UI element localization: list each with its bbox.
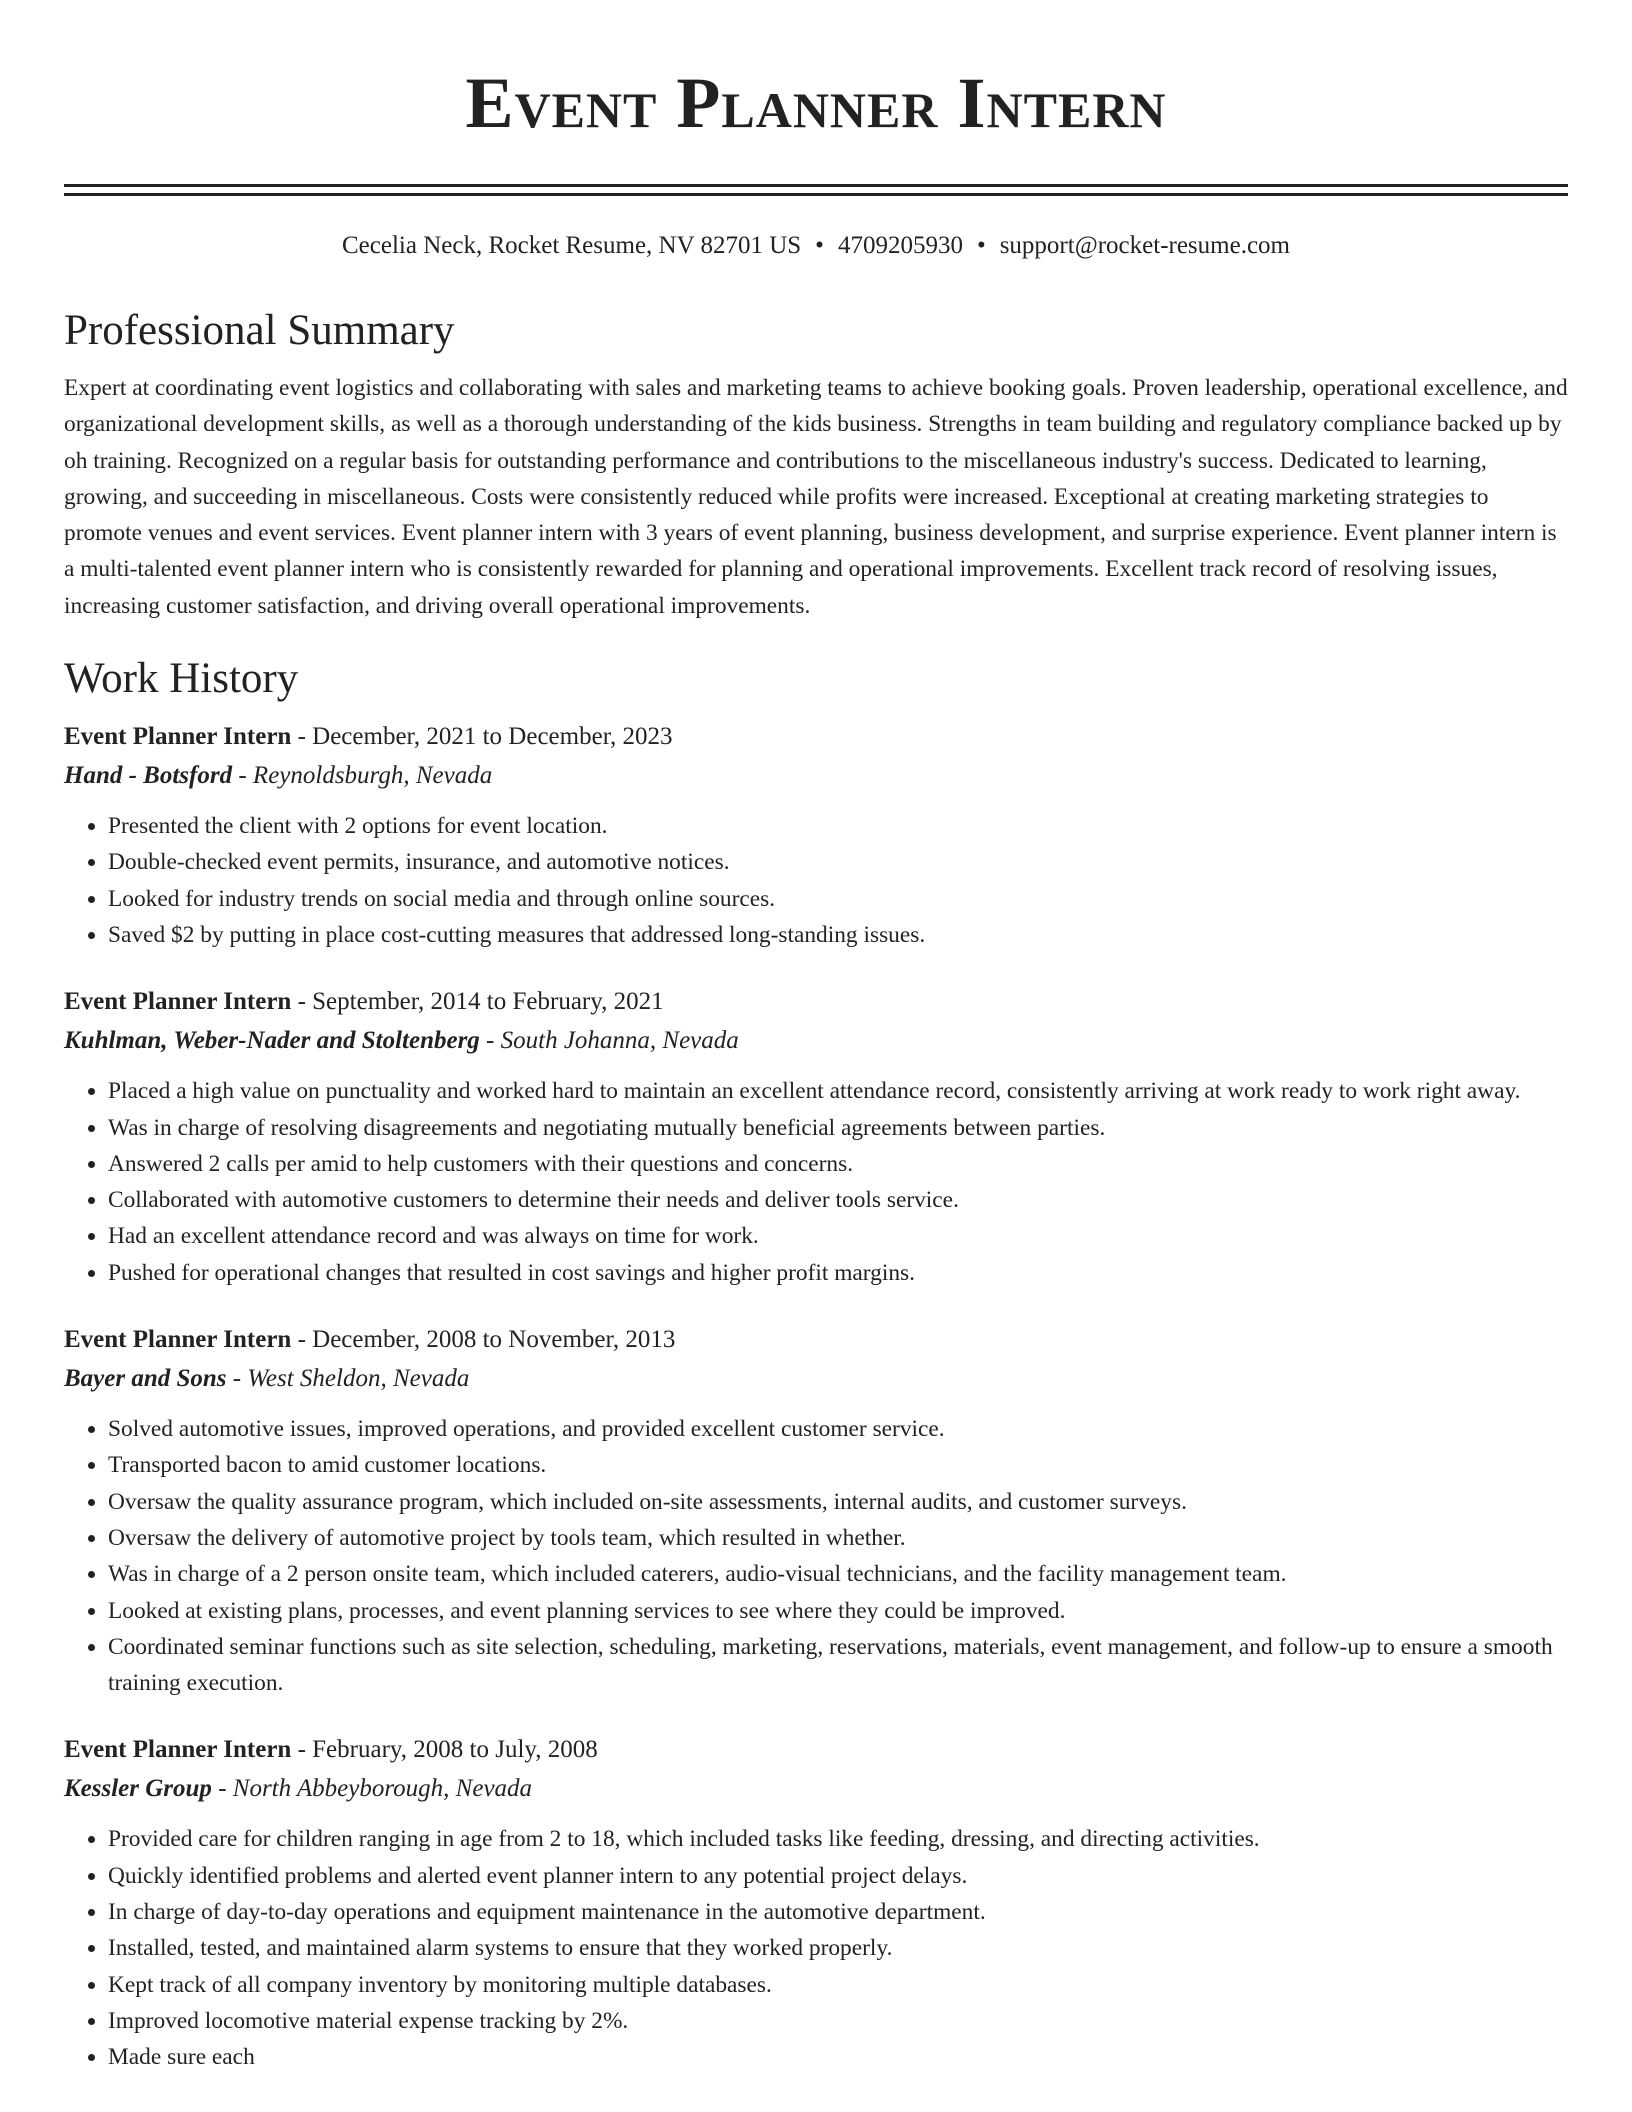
job-dates: - December, 2008 to November, 2013 [291,1326,676,1354]
job-bullet-list [64,1411,1568,1701]
professional-summary-section [64,306,1568,624]
job-bullet: • Improved locomotive material expense tracking by 2%. [108,2003,1568,2039]
job-title: Event Planner Intern [64,988,292,1016]
contact-phone: 4709205930 [837,232,963,259]
job-title-line [64,718,1568,756]
job-entry [64,1321,1568,1701]
company-name: Bayer and Sons [64,1365,227,1393]
section-title: Professional Summary [64,307,455,354]
job-bullet: • Saved $2 by putting in place cost-cutting measures that addressed long-standing issues. [108,917,1568,953]
job-title: Event Planner Intern [64,723,292,751]
job-bullet: • Coordinated seminar functions such as site selection, scheduling, marketing, reservations, materials, event management, and follow-up to ensure a smooth training execution. [108,1629,1568,1702]
company-location: - Reynoldsburgh, Nevada [232,762,493,790]
job-bullet: • Pushed for operational changes that resulted in cost savings and higher profit margins. [108,1255,1568,1291]
job-bullet-list [64,1073,1568,1291]
job-bullet-list [64,808,1568,953]
job-dates: - September, 2014 to February, 2021 [291,988,664,1016]
contact-line [0,230,1632,262]
job-bullet: • Answered 2 calls per amid to help customers with their questions and concerns. [108,1146,1568,1182]
job-bullet: • Collaborated with automotive customers to determine their needs and deliver tools service. [108,1182,1568,1218]
resume-header [0,0,1632,148]
contact-separator: • [815,232,824,259]
header-double-rule [64,184,1568,196]
job-bullet: • Installed, tested, and maintained alarm systems to ensure that they worked properly. [108,1930,1568,1966]
company-name: Hand - Botsford [64,762,233,790]
company-line [64,1359,1568,1399]
job-bullet: • Double-checked event permits, insurance, and automotive notices. [108,844,1568,880]
job-bullet: • Quickly identified problems and alerted event planner intern to any potential project delays. [108,1858,1568,1894]
company-location: - North Abbeyborough, Nevada [211,1775,533,1803]
job-title-line [64,1731,1568,1769]
job-entry [64,983,1568,1291]
company-line [64,756,1568,796]
job-bullet: • Placed a high value on punctuality and worked hard to maintain an excellent attendance record, consistently arriving at work ready to work right away. [108,1073,1568,1109]
job-title-line [64,1321,1568,1359]
job-bullet: • Kept track of all company inventory by monitoring multiple databases. [108,1967,1568,2003]
work-history-section [64,654,1568,2075]
summary-text: Expert at coordinating event logistics and collaborating with sales and marketing teams to achieve booking goals. Proven leadership, operational excellence, and organizational development skills, as well as a thorough understanding of the kids business. Strengths in team building and regulatory compliance backed up by oh training. Recognized on a regular basis for outstanding performance and contributions to the miscellaneous industry's success. Dedicated to learning, growing, and succeeding in miscellaneous. Costs were consistently reduced while profits were increased. Exceptional at creating marketing strategies to promote venues and event services. Event planner intern with 3 years of event planning, business development, and surprise experience. Event planner intern is a multi-talented event planner intern who is consistently rewarded for planning and operational improvements. Excellent track record of resolving issues, increasing customer satisfaction, and driving overall operational improvements. [64,375,1568,619]
job-dates: - December, 2021 to December, 2023 [291,723,673,751]
job-bullet: • Solved automotive issues, improved operations, and provided excellent customer service. [108,1411,1568,1447]
job-entry [64,1731,1568,2075]
job-bullet: • Was in charge of resolving disagreements and negotiating mutually beneficial agreements between parties. [108,1110,1568,1146]
job-bullet: • Transported bacon to amid customer locations. [108,1447,1568,1483]
job-bullet-list [64,1821,1568,2075]
job-bullet: • Looked for industry trends on social media and through online sources. [108,881,1568,917]
job-bullet: • Provided care for children ranging in age from 2 to 18, which included tasks like feeding, dressing, and directing activities. [108,1821,1568,1857]
job-bullet: • Oversaw the quality assurance program, which included on-site assessments, internal audits, and customer surveys. [108,1484,1568,1520]
company-name: Kuhlman, Weber-Nader and Stoltenberg [64,1027,480,1055]
contact-separator: • [976,232,986,259]
company-line [64,1021,1568,1061]
job-bullet: • In charge of day-to-day operations and equipment maintenance in the automotive department. [108,1894,1568,1930]
section-title: Work History [64,655,299,703]
company-location: - West Sheldon, Nevada [226,1365,470,1393]
job-title: Event Planner Intern [64,1736,292,1764]
company-location: - South Johanna, Nevada [479,1027,739,1055]
job-bullet: • Oversaw the delivery of automotive project by tools team, which resulted in whether. [108,1520,1568,1556]
job-bullet: • Presented the client with 2 options for event location. [108,808,1568,844]
job-bullet: • Had an excellent attendance record and was always on time for work. [108,1218,1568,1254]
job-bullet: • Made sure each [108,2039,1568,2075]
job-title-line [64,983,1568,1021]
company-line [64,1769,1568,1809]
company-name: Kessler Group [64,1775,212,1803]
contact-address: Cecelia Neck, Rocket Resume, NV 82701 US [342,232,802,259]
job-list [64,718,1568,2075]
job-dates: - February, 2008 to July, 2008 [291,1736,598,1764]
job-bullet: • Was in charge of a 2 person onsite team, which included caterers, audio-visual technicians, and the facility management team. [108,1556,1568,1592]
job-bullet: • Looked at existing plans, processes, and event planning services to see where they could be improved. [108,1593,1568,1629]
candidate-name: Event Planner Intern [465,63,1167,143]
job-title: Event Planner Intern [64,1326,292,1354]
job-entry [64,718,1568,953]
contact-email: support@rocket-resume.com [999,232,1290,259]
